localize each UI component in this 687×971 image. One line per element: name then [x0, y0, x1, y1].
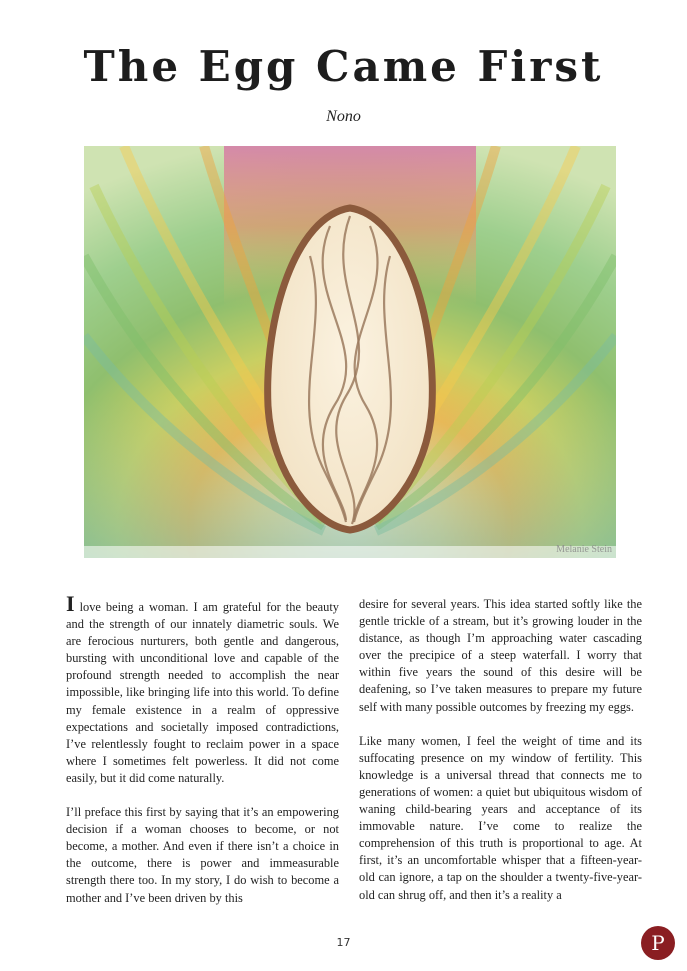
- logo-letter: P: [651, 931, 665, 955]
- article-column-left: [66, 591, 339, 924]
- image-credit: Melanie Stein: [556, 544, 612, 555]
- article-column-right: [359, 596, 642, 921]
- article-title: The Egg Came First: [83, 42, 604, 91]
- paragraph-3: desire for several years. This idea started softly like the gentle trickle of a stream, but it’s growing louder in the distance, as though I’m approaching water cascading over the precipice of a steep waterfall. I worry that within five years the sound of this desire will be deafening, so I’ve taken measures to prepare my future self with many possible outcomes by freezing my eggs.: [359, 597, 642, 714]
- drop-cap: I: [66, 591, 75, 616]
- publication-logo: [641, 926, 675, 960]
- paragraph-1-text: love being a woman. I am grateful for the beauty and the strength of our innately diametric souls. We are ferocious nurturers, both gentle and dangerous, bursting with unconditional love and capable of the profound strength needed to accomplish the near impossible, like bringing life into this world. To define my female existence in a realm of oppressive expectations and societally imposed contradictions, I’ve relentlessly fought to reclaim power in a space where I sometimes felt powerless. It did not come easily, but it did come naturally.: [66, 600, 339, 785]
- egg-watercolor-illustration: [84, 146, 616, 558]
- paragraph-2: I’ll preface this first by saying that it’s an empowering decision if a woman chooses to become, or not become, a mother. And even if there isn’t a choice in the outcome, there is power and immeasurable strength there too. In my story, I do wish to become a mother and I’ve been driven by this: [66, 805, 339, 905]
- page-number: 17: [336, 936, 351, 949]
- paragraph-1: [66, 591, 339, 787]
- paragraph-4: Like many women, I feel the weight of time and its suffocating presence on my window of fertility. This knowledge is a universal thread that connects me to generations of women: a quiet but ubiquitous wisdom of waning child-bearing years and acceptance of its immovable nature. I’ve come to realize the comprehension of this truth is proportional to age. At first, it’s an uncomfortable whisper that a fifteen-year-old can ignore, a tap on the shoulder a twenty-five-year-old can shrug off, and then it’s a reality a: [359, 733, 642, 902]
- article-author: Nono: [326, 108, 361, 125]
